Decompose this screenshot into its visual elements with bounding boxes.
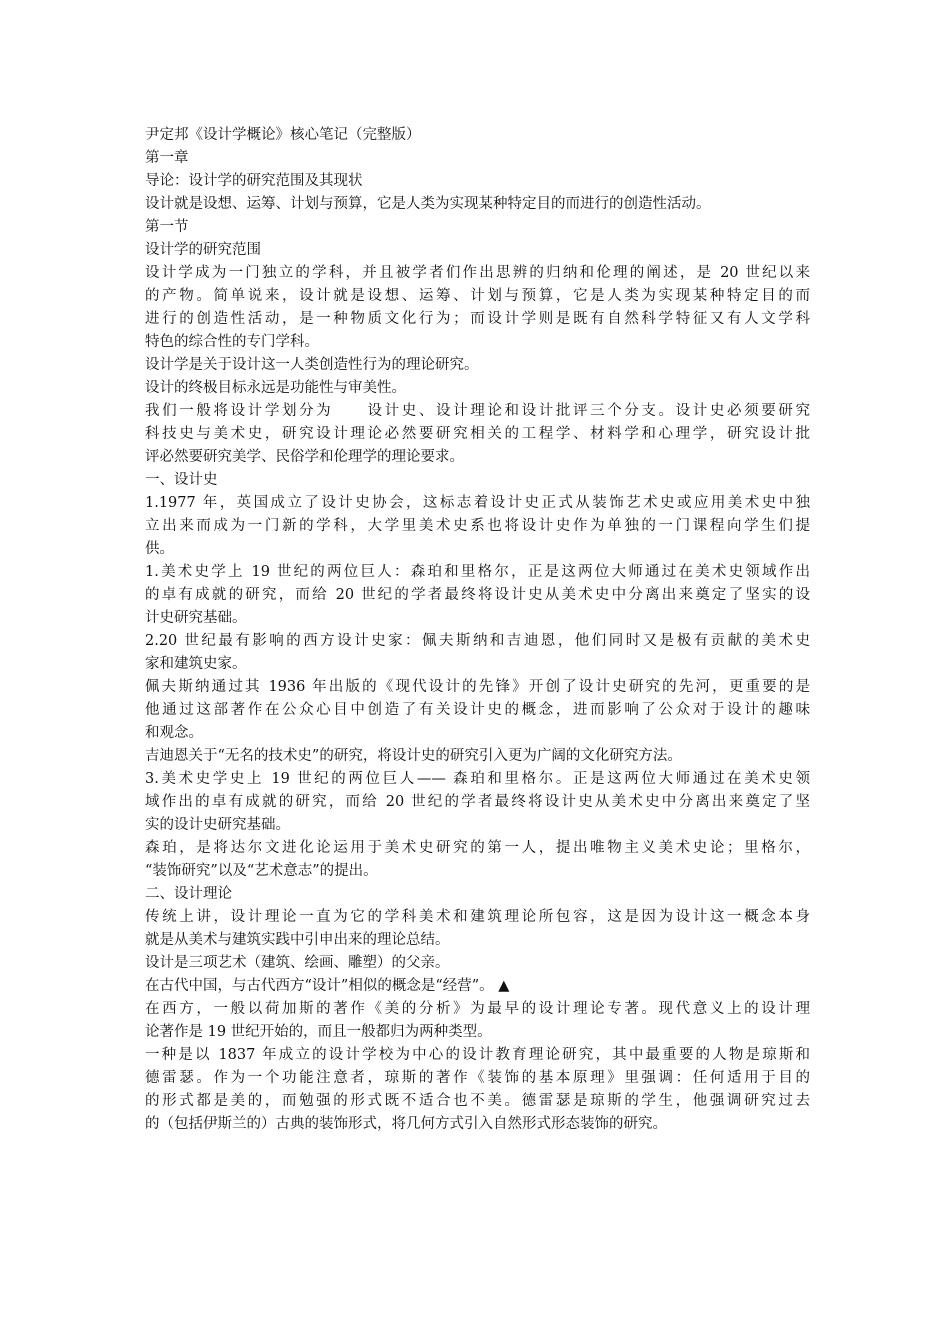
text-line: 森珀，是将达尔文进化论运用于美术史研究的第一人，提出唯物主义美术史论；里格尔， xyxy=(145,840,810,856)
text-line: 论著作是 19 世纪开始的，而且一般都归为两种类型。 xyxy=(145,1024,492,1040)
text-line: 设计就是设想、运筹、计划与预算，它是人类为实现某种特定目的而进行的创造性活动。 xyxy=(145,196,711,212)
text-line: 二、设计理论 xyxy=(145,886,232,902)
text-line: 设计是三项艺术（建筑、绘画、雕塑）的父亲。 xyxy=(145,955,450,971)
text-line: 3.美术史学史上 19 世纪的两位巨人—— 森珀和里格尔。正是这两位大师通过在美术史领 xyxy=(145,771,810,787)
text-line: 第一节 xyxy=(145,219,189,235)
text-line: 就是从美术与建筑实践中引申出来的理论总结。 xyxy=(145,932,450,948)
text-line: 传统上讲，设计理论一直为它的学科美术和建筑理论所包容，这是因为设计这一概念本身 xyxy=(145,909,810,925)
text-line: 实的设计史研究基础。 xyxy=(145,817,290,833)
text-line: 设计学成为一门独立的学科，并且被学者们作出思辨的归纳和伦理的阐述，是 20 世纪以来 xyxy=(145,265,810,281)
text-line: 的形式都是美的，而勉强的形式既不适合也不美。德雷瑟是琼斯的学生，他强调研究过去 xyxy=(145,1093,810,1109)
text-line: 供。 xyxy=(145,541,174,557)
text-line: 一、设计史 xyxy=(145,472,218,488)
text-line: 第一章 xyxy=(145,150,189,166)
text-line: 域作出的卓有成就的研究，而给 20 世纪的学者最终将设计史从美术史中分离出来奠定了坚 xyxy=(145,794,810,810)
text-line: 的（包括伊斯兰的）古典的装饰形式，将几何方式引入自然形式形态装饰的研究。 xyxy=(145,1116,667,1132)
document-body xyxy=(145,124,810,1136)
text-line: 的产物。简单说来，设计就是设想、运筹、计划与预算，它是人类为实现某种特定目的而 xyxy=(145,288,810,304)
document-lines xyxy=(145,147,810,1136)
text-line: 家和建筑史家。 xyxy=(145,656,247,672)
text-line: 科技史与美术史，研究设计理论必然要研究相关的工程学、材料学和心理学，研究设计批 xyxy=(145,426,810,442)
text-line: 进行的创造性活动，是一种物质文化行为；而设计学则是既有自然科学特征又有人文学科 xyxy=(145,311,810,327)
text-line: 的卓有成就的研究，而给 20 世纪的学者最终将设计史从美术史中分离出来奠定了坚实的设 xyxy=(145,587,810,603)
text-line: 计史研究基础。 xyxy=(145,610,247,626)
text-line: 在西方，一般以荷加斯的著作《美的分析》为最早的设计理论专著。现代意义上的设计理 xyxy=(145,1001,810,1017)
text-line: 设计学的研究范围 xyxy=(145,242,261,258)
text-line: 设计学是关于设计这一人类创造性行为的理论研究。 xyxy=(145,357,479,373)
text-line: 德雷瑟。作为一个功能注意者，琼斯的著作《装饰的基本原理》里强调：任何适用于目的 xyxy=(145,1070,810,1086)
text-line: 评必然要研究美学、民俗学和伦理学的理论要求。 xyxy=(145,449,464,465)
text-line: 1.1977 年，英国成立了设计史协会，这标志着设计史正式从装饰艺术史或应用美术史中独 xyxy=(145,495,810,511)
text-line: 我们一般将设计学划分为 设计史、设计理论和设计批评三个分支。设计史必须要研究 xyxy=(145,403,810,419)
text-line: 设计的终极目标永远是功能性与审美性。 xyxy=(145,380,406,396)
text-line: “装饰研究”以及“艺术意志”的提出。 xyxy=(145,863,378,879)
text-line: 佩夫斯纳通过其 1936 年出版的《现代设计的先锋》开创了设计史研究的先河，更重要的是 xyxy=(145,679,810,695)
text-line: 和观念。 xyxy=(145,725,203,741)
text-line: 特色的综合性的专门学科。 xyxy=(145,334,319,350)
text-line: 他通过这部著作在公众心目中创造了有关设计史的概念，进而影响了公众对于设计的趣味 xyxy=(145,702,810,718)
text-line: 2.20 世纪最有影响的西方设计史家：佩夫斯纳和吉迪恩，他们同时又是极有贡献的美术史 xyxy=(145,633,810,649)
text-line: 1.美术史学上 19 世纪的两位巨人：森珀和里格尔，正是这两位大师通过在美术史领域作出 xyxy=(145,564,810,580)
text-line: 在古代中国，与古代西方“设计”相似的概念是“经营”。 ▲ xyxy=(145,978,510,994)
text-line: 一种是以 1837 年成立的设计学校为中心的设计教育理论研究，其中最重要的人物是琼斯和 xyxy=(145,1047,810,1063)
document-title: 尹定邦《设计学概论》核心笔记（完整版） xyxy=(145,127,421,143)
text-line: 立出来而成为一门新的学科，大学里美术史系也将设计史作为单独的一门课程向学生们提 xyxy=(145,518,810,534)
text-line: 吉迪恩关于“无名的技术史”的研究，将设计史的研究引入更为广阔的文化研究方法。 xyxy=(145,748,682,764)
text-line: 导论：设计学的研究范围及其现状 xyxy=(145,173,363,189)
